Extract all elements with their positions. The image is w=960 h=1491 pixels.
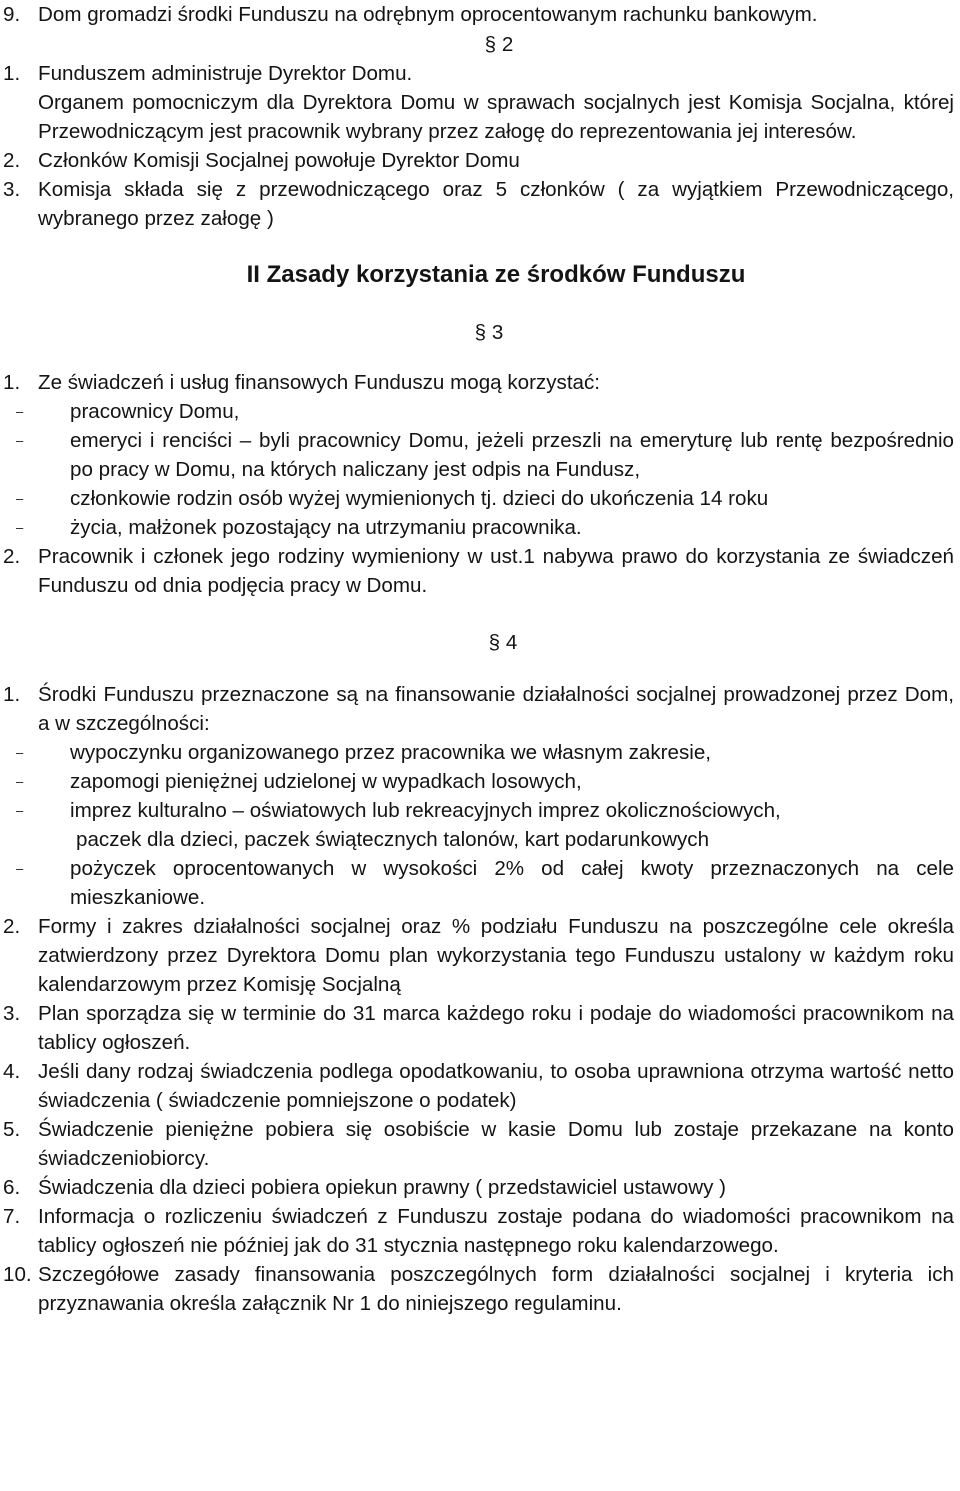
dash-item: – pożyczek oprocentowanych w wysokości 2% od całej kwoty przeznaczonych na cele mieszkaniowe. <box>0 854 960 912</box>
dash-item: – wypoczynku organizowanego przez pracownika we własnym zakresie, <box>0 738 960 767</box>
paragraph-4-1: 1. Środki Funduszu przeznaczone są na finansowanie działalności socjalnej prowadzonej przez Dom, a w szczególności: <box>3 683 954 735</box>
paragraph-2-organ: Organem pomocniczym dla Dyrektora Domu w sprawach socjalnych jest Komisja Socjalna, której Przewodniczącym jest pracownik wybrany przez załogę do reprezentowania jej interesów. <box>38 91 954 143</box>
paragraph-9 <box>0 0 960 29</box>
section-mark-3: § 3 <box>474 321 504 344</box>
paragraph-4-7: 7. Informacja o rozliczeniu świadczeń z Funduszu zostaje podana do wiadomości pracownikom na tablicy ogłoszeń nie później jak do 31 stycznia następnego roku kalendarzowego. <box>3 1205 954 1257</box>
dash-item: – pracownicy Domu, <box>0 397 960 426</box>
paragraph-4-10: 10. Szczegółowe zasady finansowania poszczególnych form działalności socjalnej i kryteria ich przyznawania określa załącznik Nr 1 do niniejszego regulaminu. <box>3 1263 954 1315</box>
paragraph-4-3: 3. Plan sporządza się w terminie do 31 marca każdego roku i podaje do wiadomości pracownikom na tablicy ogłoszeń. <box>3 1002 954 1054</box>
chapter-heading: II Zasady korzystania ze środków Funduszu <box>246 261 746 288</box>
section-mark-2: § 2 <box>484 33 514 56</box>
dash-item: – członkowie rodzin osób wyżej wymienionych tj. dzieci do ukończenia 14 roku <box>0 484 960 513</box>
item-text: Dom gromadzi środki Funduszu na odrębnym oprocentowanym rachunku bankowym. <box>38 3 818 26</box>
item-number: 9. <box>3 3 21 26</box>
paragraph-2-1: 1. Funduszem administruje Dyrektor Domu. <box>3 62 413 85</box>
paragraph-3-1: 1. Ze świadczeń i usług finansowych Funduszu mogą korzystać: <box>3 371 601 394</box>
paragraph-2-3: 3. Komisja składa się z przewodniczącego oraz 5 członków ( za wyjątkiem Przewodniczącego, wybranego przez załogę ) <box>3 178 954 230</box>
paragraph-4-5: 5. Świadczenie pieniężne pobiera się osobiście w kasie Domu lub zostaje przekazane na konto świadczeniobiorcy. <box>3 1118 954 1170</box>
dash-item: – emeryci i renciści – byli pracownicy Domu, jeżeli przeszli na emeryturę lub rentę bezpośrednio po pracy w Domu, na których naliczany jest odpis na Fundusz, <box>0 426 960 484</box>
dash-item: – zapomogi pieniężnej udzielonej w wypadkach losowych, <box>0 767 960 796</box>
paragraph-3-2: 2. Pracownik i członek jego rodziny wymieniony w ust.1 nabywa prawo do korzystania ze świadczeń Funduszu od dnia podjęcia pracy w Domu. <box>3 545 954 597</box>
paragraph-2-2: 2. Członków Komisji Socjalnej powołuje Dyrektor Domu <box>3 149 520 172</box>
dash-item: – imprez kulturalno – oświatowych lub rekreacyjnych imprez okolicznościowych, <box>0 796 960 825</box>
dash-continuation: paczek dla dzieci, paczek świątecznych talonów, kart podarunkowych <box>76 828 710 851</box>
dash-item: – życia, małżonek pozostający na utrzymaniu pracownika. <box>0 513 960 542</box>
paragraph-4-4: 4. Jeśli dany rodzaj świadczenia podlega opodatkowaniu, to osoba uprawniona otrzyma wartość netto świadczenia ( świadczenie pomniejszone o podatek) <box>3 1060 954 1112</box>
paragraph-4-6: 6. Świadczenia dla dzieci pobiera opiekun prawny ( przedstawiciel ustawowy ) <box>3 1176 726 1199</box>
section-mark-4: § 4 <box>488 631 518 654</box>
paragraph-4-2: 2. Formy i zakres działalności socjalnej oraz % podziału Funduszu na poszczególne cele określa zatwierdzony przez Dyrektora Domu plan wykorzystania tego Funduszu ustalony w każdym roku kalendarzowym przez Komisję Socjalną <box>3 915 954 996</box>
